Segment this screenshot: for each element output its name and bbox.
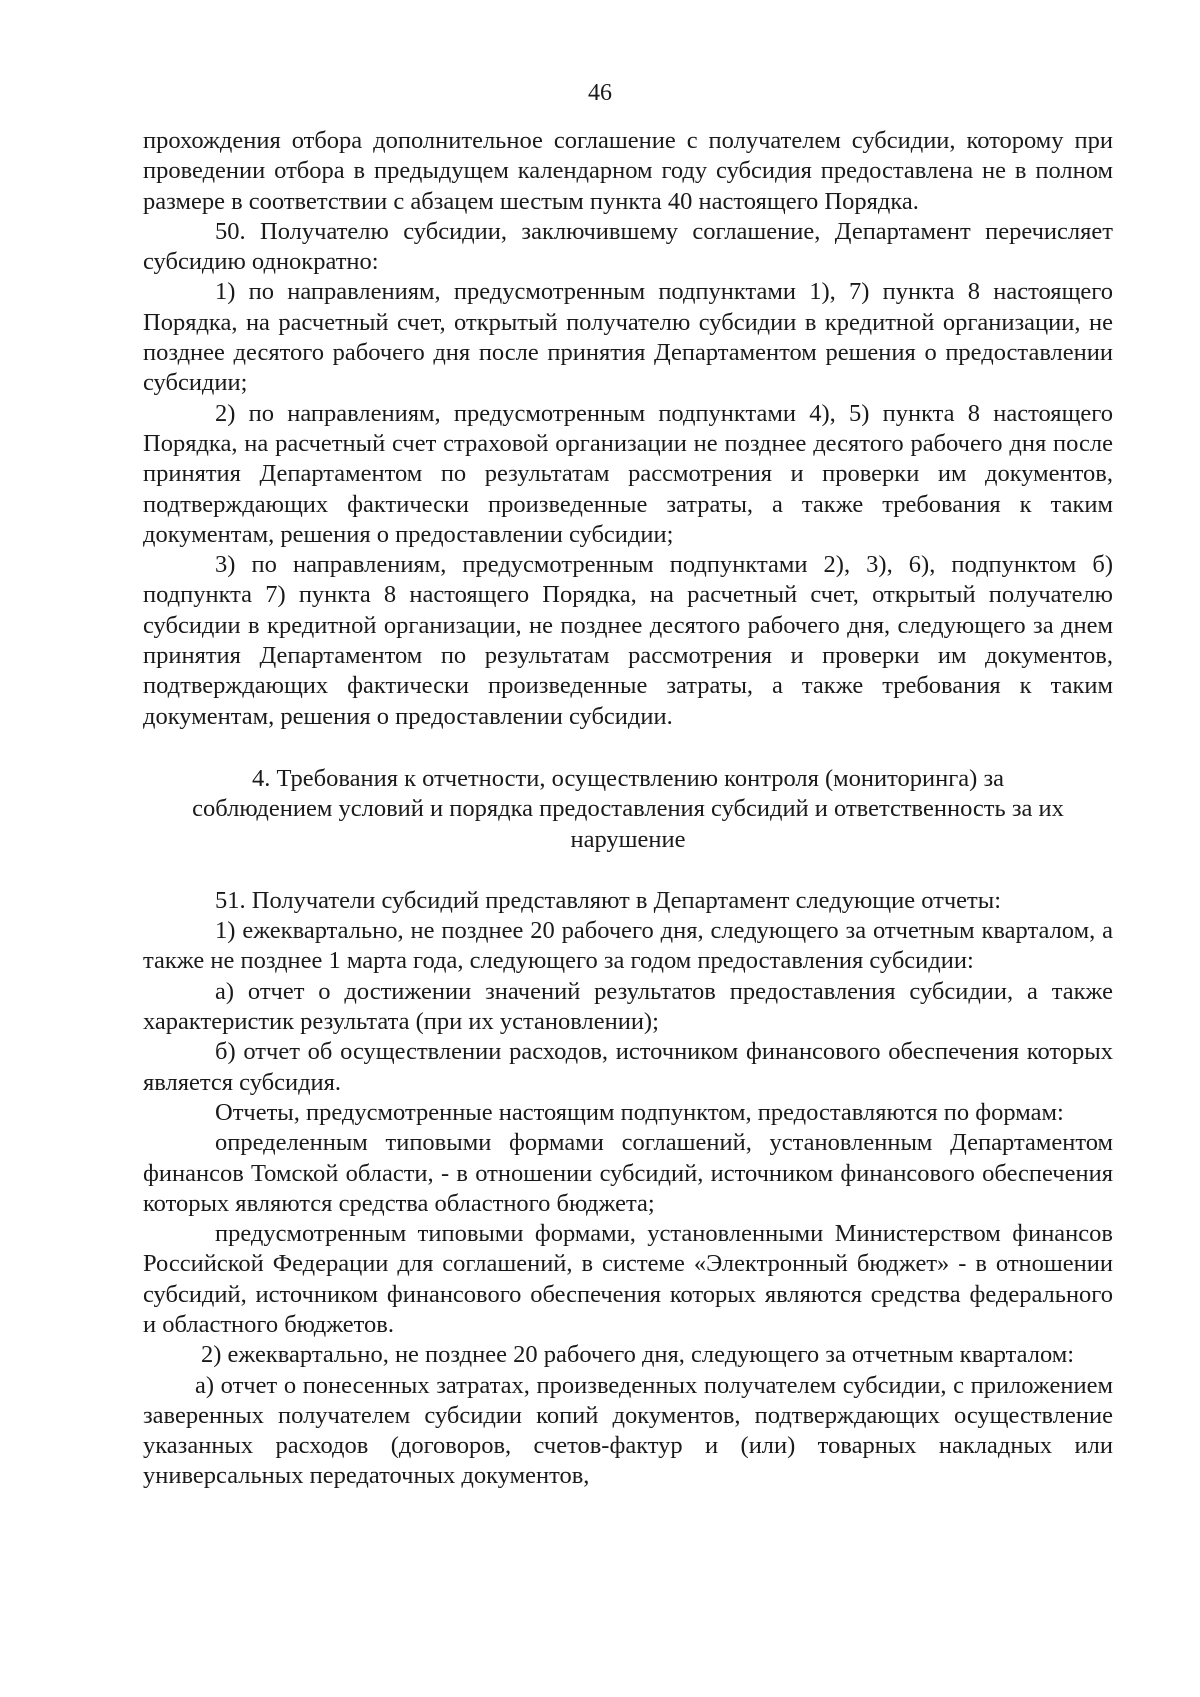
paragraph-forms-federal: предусмотренным типовыми формами, установленными Министерством финансов Российской Федерации для соглашений, в системе «Электронный бюджет» - в отношении субсидий, источником финансового обеспечения которых являются средства федерального и областного бюджетов. — [143, 1220, 1113, 1338]
paragraph-reports-forms: Отчеты, предусмотренные настоящим подпунктом, предоставляются по формам: — [215, 1098, 1064, 1126]
paragraph-50-item-3: 3) по направлениям, предусмотренным подпунктами 2), 3), 6), подпунктом б) подпункта 7) пункта 8 настоящего Порядка, на расчетный счет, открытый получателю субсидии в кредитной организации, не позднее десятого рабочего дня, следующего за днем принятия Департаментом по результатам рассмотрения и проверки им документов, подтверждающих фактически произведенные затраты, а также требования к таким документам, решения о предоставлении субсидии. — [143, 551, 1113, 730]
paragraph-50-item-1: 1) по направлениям, предусмотренным подпунктами 1), 7) пункта 8 настоящего Порядка, на расчетный счет, открытый получателю субсидии в кредитной организации, не позднее десятого рабочего дня после принятия Департаментом решения о предоставлении субсидии; — [143, 278, 1113, 397]
paragraph-51-item-1a: а) отчет о достижении значений результатов предоставления субсидии, а также характеристик результата (при их установлении); — [143, 977, 1113, 1036]
document-body — [143, 126, 1113, 1492]
section-heading-line: нарушение — [570, 825, 686, 853]
paragraph-51-item-2: 2) ежеквартально, не позднее 20 рабочего дня, следующего за отчетным кварталом: — [201, 1341, 1075, 1369]
section-heading — [143, 764, 1113, 855]
paragraph-50: 50. Получателю субсидии, заключившему соглашение, Департамент перечисляет субсидию однократно: — [143, 217, 1113, 276]
paragraph-51-item-1: 1) ежеквартально, не позднее 20 рабочего дня, следующего за отчетным кварталом, а также не позднее 1 марта года, следующего за годом предоставления субсидии: — [143, 917, 1113, 975]
paragraph-51-item-2a: а) отчет о понесенных затратах, произведенных получателем субсидии, с приложением заверенных получателем субсидии копий документов, подтверждающих осуществление указанных расходов (договоров, счетов-фактур и (или) товарных накладных или универсальных передаточных документов, — [143, 1371, 1113, 1490]
paragraph-continuation: прохождения отбора дополнительное соглашение с получателем субсидии, которому при проведении отбора в предыдущем календарном году субсидия предоставлена не в полном размере в соответствии с абзацем шестым пункта 40 настоящего Порядка. — [143, 127, 1113, 215]
paragraph-51: 51. Получатели субсидий представляют в Департамент следующие отчеты: — [215, 886, 1002, 914]
page-number: 46 — [588, 80, 612, 106]
paragraph-50-item-2: 2) по направлениям, предусмотренным подпунктами 4), 5) пункта 8 настоящего Порядка, на расчетный счет страховой организации не позднее десятого рабочего дня после принятия Департаментом по результатам рассмотрения и проверки им документов, подтверждающих фактически произведенные затраты, а также требования к таким документам, решения о предоставлении субсидии; — [143, 399, 1113, 548]
section-heading-line: 4. Требования к отчетности, осуществлению контроля (мониторинга) за — [252, 764, 1004, 792]
section-heading-line: соблюдением условий и порядка предоставления субсидий и ответственность за их — [192, 795, 1064, 823]
paragraph-forms-regional: определенным типовыми формами соглашений, установленным Департаментом финансов Томской области, - в отношении субсидий, источником финансового обеспечения которых являются средства областного бюджета; — [143, 1129, 1113, 1217]
paragraph-51-item-1b: б) отчет об осуществлении расходов, источником финансового обеспечения которых является субсидия. — [143, 1038, 1113, 1096]
